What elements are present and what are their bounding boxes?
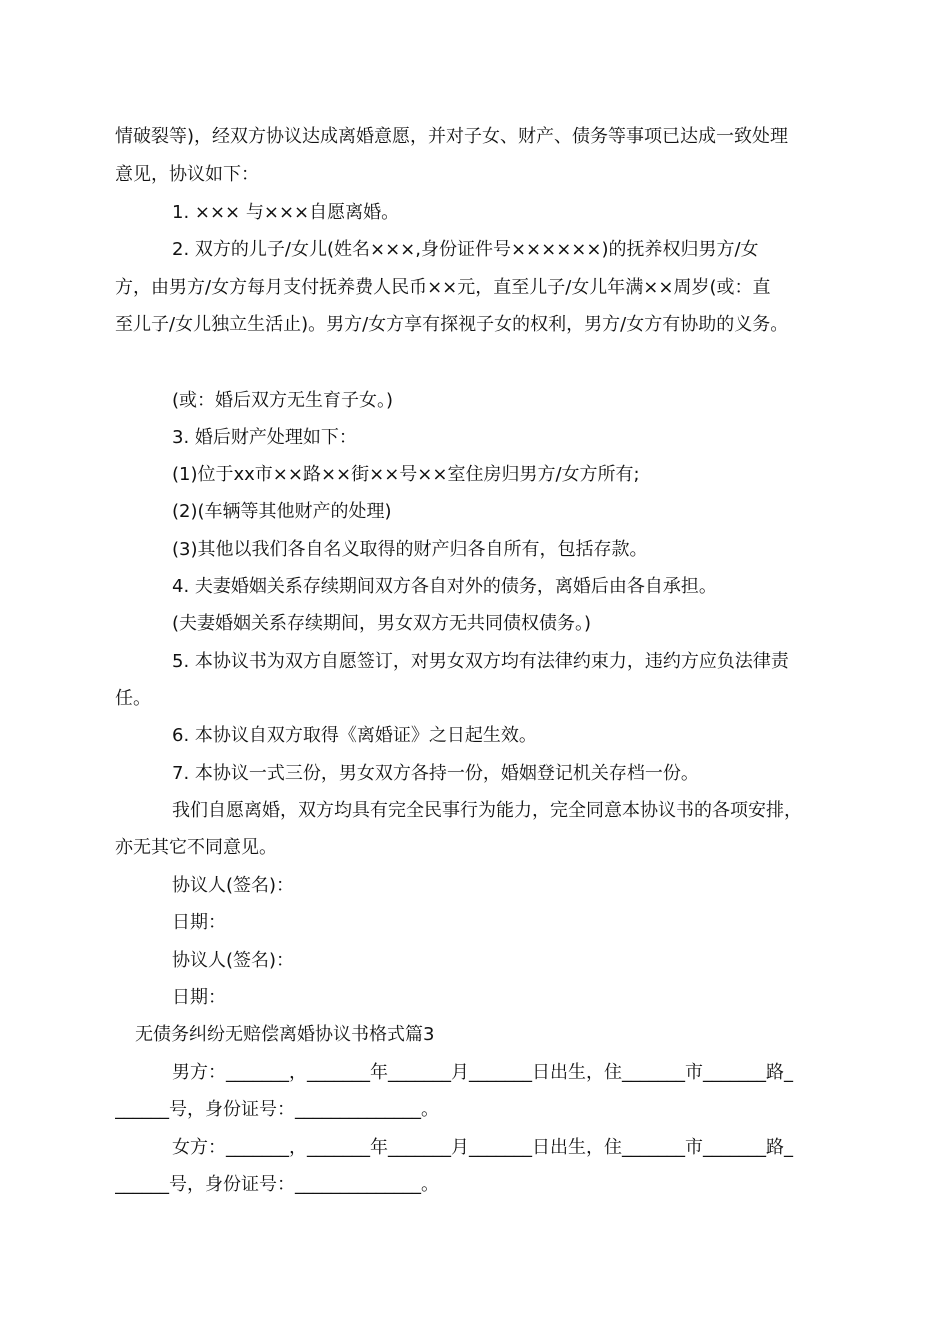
- clause-7: 7. 本协议一式三份，男女双方各持一份，婚姻登记机关存档一份。: [172, 763, 699, 784]
- female-party-line: 女方：_______，_______年_______月_______日出生，住_______市_______路_: [172, 1137, 793, 1158]
- statement-paragraph: 我们自愿离婚，双方均具有完全民事行为能力，完全同意本协议书的各项安排，: [172, 800, 802, 821]
- signature-label: 协议人(签名)：: [172, 950, 295, 971]
- clause-3-item-2: (2)(车辆等其他财产的处理): [172, 501, 392, 522]
- clause-6: 6. 本协议自双方取得《离婚证》之日起生效。: [172, 725, 537, 746]
- date-label: 日期：: [172, 912, 226, 933]
- clause-1: 1. ××× 与×××自愿离婚。: [172, 202, 400, 223]
- date-label: 日期：: [172, 987, 226, 1008]
- clause-5: 5. 本协议书为双方自愿签订，对男女双方均有法律约束力，违约方应负法律责: [172, 651, 789, 672]
- paragraph-line: 情破裂等)，经双方协议达成离婚意愿，并对子女、财产、债务等事项已达成一致处理: [115, 126, 789, 147]
- signature-label: 协议人(签名)：: [172, 875, 295, 896]
- paragraph-line: 亦无其它不同意见。: [115, 837, 277, 858]
- clause-3-item-1: (1)位于xx市××路××街××号××室住房归男方/女方所有;: [172, 464, 640, 485]
- female-party-id-line: ______号，身份证号：______________。: [115, 1174, 439, 1195]
- male-party-line: 男方：_______，_______年_______月_______日出生，住_______市_______路_: [172, 1062, 793, 1083]
- clause-3: 3. 婚后财产处理如下：: [172, 427, 357, 448]
- section-heading: 无债务纠纷无赔偿离婚协议书格式篇3: [135, 1024, 435, 1045]
- male-party-id-line: ______号，身份证号：______________。: [115, 1099, 439, 1120]
- paragraph-line: 至儿子/女儿独立生活止)。男方/女方享有探视子女的权利，男方/女方有协助的义务。: [115, 314, 789, 335]
- clause-2-note: (或：婚后双方无生育子女。): [172, 390, 394, 411]
- paragraph-line: 方，由男方/女方每月支付抚养费人民币××元，直至儿子/女儿年满××周岁(或：直: [115, 277, 771, 298]
- paragraph-line: 任。: [115, 688, 151, 709]
- clause-4-note: (夫妻婚姻关系存续期间，男女双方无共同债权债务。): [172, 613, 592, 634]
- clause-3-item-3: (3)其他以我们各自名义取得的财产归各自所有，包括存款。: [172, 539, 648, 560]
- clause-2: 2. 双方的儿子/女儿(姓名×××,身份证件号××××××)的抚养权归男方/女: [172, 239, 759, 260]
- paragraph-line: 意见，协议如下：: [115, 164, 259, 185]
- clause-4: 4. 夫妻婚姻关系存续期间双方各自对外的债务，离婚后由各自承担。: [172, 576, 717, 597]
